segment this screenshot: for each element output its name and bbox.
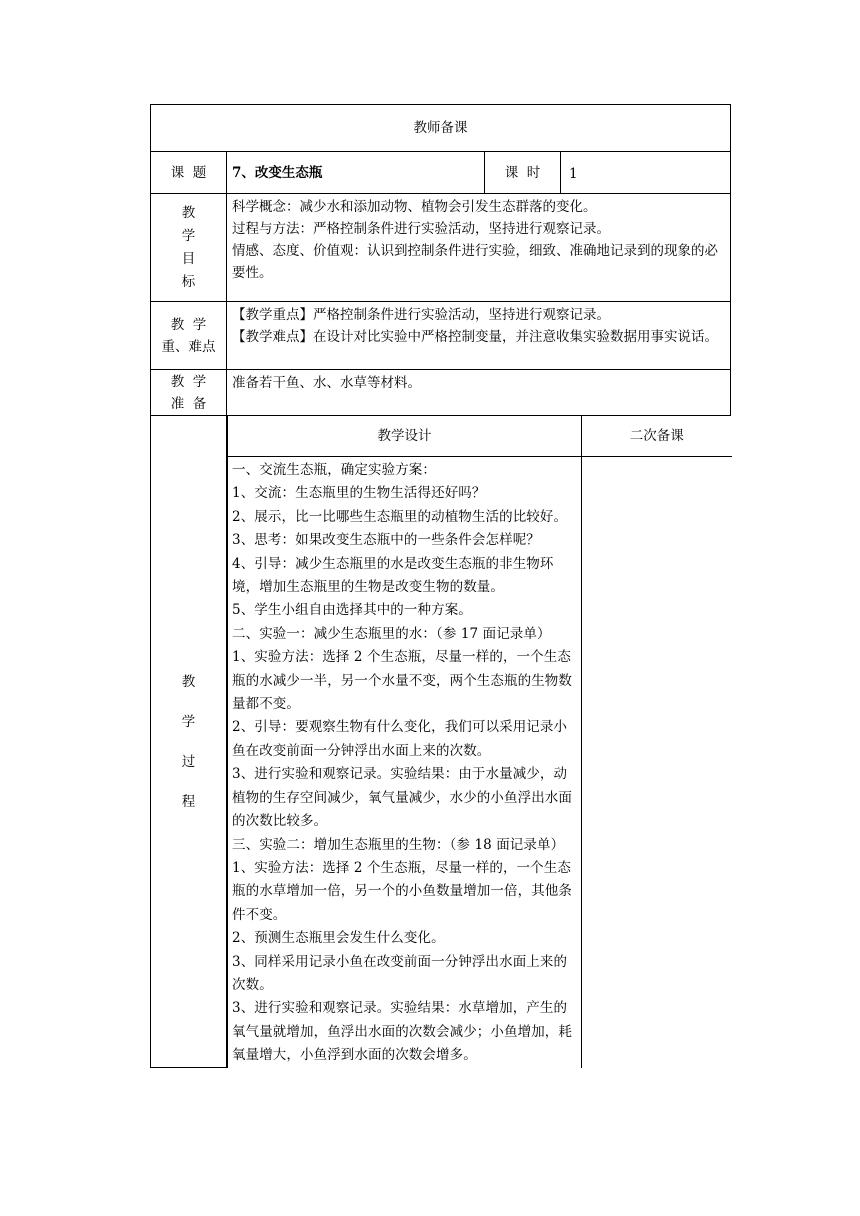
- process-label-char: 过: [181, 753, 196, 770]
- step-line: 4、引导：减少生态瓶里的水是改变生态瓶的非生物环境，增加生态瓶里的生物是改变生物的数量。: [232, 555, 554, 596]
- revise-notes: [582, 457, 732, 1068]
- goals-label: [151, 194, 227, 302]
- goals-row: [151, 194, 731, 302]
- step-line: 3、思考：如果改变生态瓶中的一些条件会怎样呢？: [232, 532, 540, 549]
- goal-attitude: 情感、态度、价值观：认识到控制条件进行实验，细致、准确地记录到的现象的必要性。: [232, 243, 718, 281]
- process-header-row: [228, 416, 732, 457]
- step-line: 3、同样采用记录小鱼在改变前面一分钟浮出水面上来的次数。: [232, 953, 568, 993]
- process-row: [151, 416, 731, 1068]
- step-line: 2、展示，比一比哪些生态瓶里的动植物生活的比较好。: [232, 508, 568, 525]
- step-line: 一、交流生态瓶，确定实验方案：: [232, 462, 436, 478]
- keypoints-row: [151, 302, 731, 370]
- topic-value: 7、改变生态瓶: [227, 152, 485, 194]
- process-label-char: 程: [181, 793, 196, 810]
- keypoints-content: [227, 302, 731, 370]
- revise-header: 二次备课: [582, 416, 732, 457]
- hours-value: 1: [561, 152, 731, 194]
- goals-label-char: 教: [181, 204, 196, 221]
- goal-method: 过程与方法：严格控制条件进行实验活动，坚持进行观察记录。: [232, 221, 610, 237]
- keypoint-difficulty: 【教学难点】在设计对比实验中严格控制变量，并注意收集实验数据用事实说话。: [232, 329, 718, 345]
- prep-label-line2: 准 备: [170, 395, 207, 412]
- step-line: 3、进行实验和观察记录。实验结果：水草增加，产生的氧气量就增加，鱼浮出水面的次数会减少；小鱼增加，耗氧量增大，小鱼浮到水面的次数会增多。: [232, 1000, 572, 1064]
- goals-label-char: 学: [181, 227, 196, 244]
- header-row: [151, 105, 731, 152]
- process-label-char: 学: [181, 713, 196, 730]
- keypoints-label-line1: 教 学: [170, 316, 207, 333]
- design-header: 教学设计: [228, 416, 582, 457]
- process-label-char: 教: [181, 673, 196, 690]
- process-content-row: [228, 457, 732, 1068]
- step-line: 3、进行实验和观察记录。实验结果：由于水量减少，动植物的生存空间减少，氧气量减少，水少的小鱼浮出水面的次数比较多。: [232, 766, 572, 830]
- page-title: 教师备课: [151, 105, 731, 152]
- step-line: 2、引导：要观察生物有什么变化，我们可以采用记录小鱼在改变前面一分钟浮出水面上来的次数。: [232, 719, 568, 759]
- design-steps: [228, 457, 582, 1068]
- step-line: 5、学生小组自由选择其中的一种方案。: [232, 602, 472, 619]
- process-inner-table: [227, 416, 732, 1068]
- goals-label-char: 目: [181, 250, 196, 267]
- step-line: 1、实验方法：选择 2 个生态瓶，尽量一样的，一个生态瓶的水草增加一倍，另一个的小鱼数量增加一倍，其他条件不变。: [232, 859, 572, 923]
- keypoints-label: [151, 302, 227, 370]
- prep-label: [151, 370, 227, 416]
- keypoint-focus: 【教学重点】严格控制条件进行实验活动，坚持进行观察记录。: [232, 307, 610, 323]
- step-line: 1、实验方法：选择 2 个生态瓶，尽量一样的，一个生态瓶的水减少一半，另一个水量不变，两个生态瓶的生物数量都不变。: [232, 649, 572, 713]
- step-line: 2、预测生态瓶里会发生什么变化。: [232, 930, 445, 947]
- prep-label-line1: 教 学: [170, 373, 207, 390]
- topic-label: 课 题: [151, 152, 227, 194]
- lesson-plan-table: [150, 104, 731, 1068]
- keypoints-label-line2: 重、难点: [161, 338, 216, 355]
- step-line: 二、实验一：减少生态瓶里的水：（参 17 面记录单）: [232, 625, 551, 642]
- hours-label: 课 时: [485, 152, 561, 194]
- prep-row: [151, 370, 731, 416]
- step-line: 三、实验二：增加生态瓶里的生物：（参 18 面记录单）: [232, 836, 565, 853]
- prep-content: 准备若干鱼、水、水草等材料。: [227, 370, 731, 416]
- process-body: [227, 416, 731, 1068]
- goal-concept: 科学概念：减少水和添加动物、植物会引发生态群落的变化。: [232, 199, 597, 215]
- step-line: 1、交流：生态瓶里的生物生活得还好吗？: [232, 485, 486, 502]
- process-label: [151, 416, 227, 1068]
- goals-content: [227, 194, 731, 302]
- goals-label-char: 标: [181, 273, 196, 290]
- topic-row: [151, 152, 731, 194]
